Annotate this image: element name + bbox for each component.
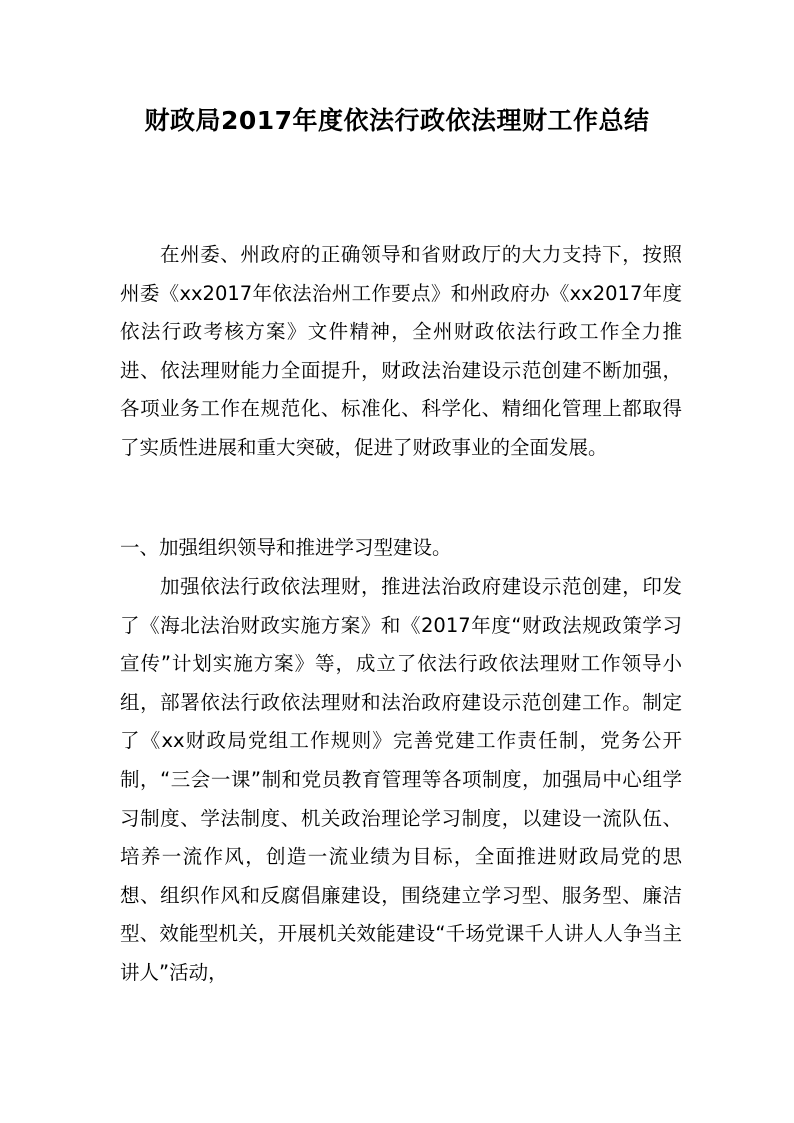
section-heading-1: 一、加强组织领导和推进学习型建设。 bbox=[120, 536, 452, 559]
paragraph-section-1: 加强依法行政依法理财，推进法治政府建设示范创建，印发了《海北法治财政实施方案》和《2017年度“财政法规政策学习宣传”计划实施方案》等，成立了依法行政依法理财工作领导小组，部署依法行政依法理财和法治政府建设示范创建工作。制定了《xx财政局党组工作规则》完善党建工作责任制，党务公开制，“三会一课”制和党员教育管理等各项制度，加强局中心组学习制度、学法制度、机关政治理论学习制度，以建设一流队伍、培养一流作风，创造一流业绩为目标，全面推进财政局党的思想、组织作风和反腐倡廉建设，围绕建立学习型、服务型、廉洁型、效能型机关，开展机关效能建设“千场党课千人讲人人争当主讲人”活动， bbox=[120, 575, 682, 984]
paragraph-intro: 在州委、州政府的正确领导和省财政厅的大力支持下，按照州委《xx2017年依法治州工作要点》和州政府办《xx2017年度依法行政考核方案》文件精神，全州财政依法行政工作全力推进、依法理财能力全面提升，财政法治建设示范创建不断加强，各项业务工作在规范化、标准化、科学化、精细化管理上都取得了实质性进展和重大突破，促进了财政事业的全面发展。 bbox=[120, 243, 682, 459]
document-title: 财政局2017年度依法行政依法理财工作总结 bbox=[144, 106, 650, 135]
